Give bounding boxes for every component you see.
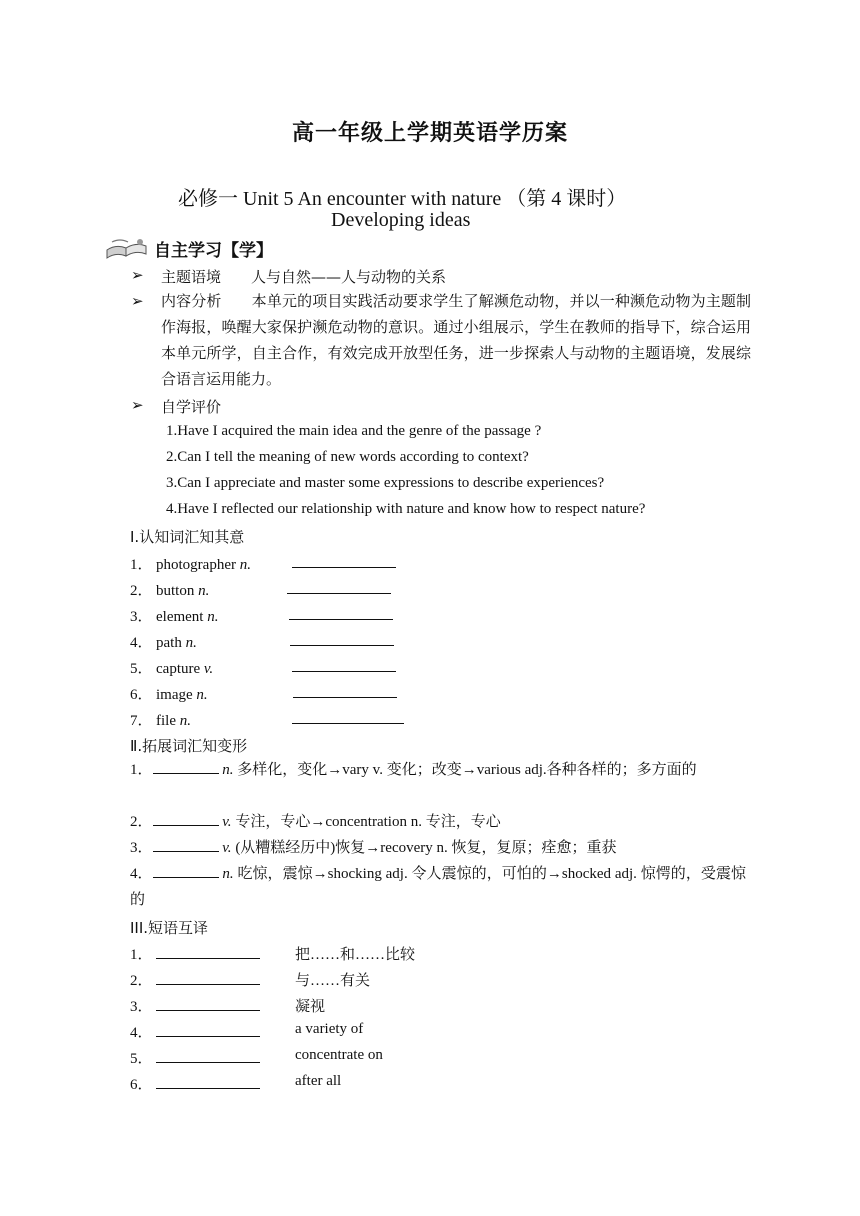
phrase-row: 3．: [130, 995, 260, 1016]
phrase-text: concentrate on: [295, 1047, 383, 1063]
vocab-row: 3． element n.: [130, 609, 219, 625]
vocab-row: 7． file n.: [130, 713, 191, 729]
answer-blank[interactable]: [292, 553, 396, 568]
answer-blank[interactable]: [153, 837, 219, 852]
answer-blank[interactable]: [292, 709, 404, 724]
bullet-arrow-icon: ➢: [131, 398, 144, 414]
phrase-row: 2．: [130, 969, 260, 990]
answer-blank[interactable]: [289, 605, 393, 620]
answer-blank[interactable]: [153, 863, 219, 878]
answer-blank[interactable]: [156, 944, 260, 959]
self-eval-item: 2.Can I tell the meaning of new words according to context?: [166, 449, 529, 465]
bullet-label: 主题语境: [161, 268, 222, 286]
morph-row: 2． v. 专注，专心→concentration n. 专注，专心: [130, 809, 746, 835]
bullet-self-eval: [161, 396, 751, 417]
answer-blank[interactable]: [156, 996, 260, 1011]
bullet-arrow-icon: ➢: [131, 294, 144, 310]
phrase-text: 把……和……比较: [295, 947, 416, 963]
phrase-row: 4．: [130, 1021, 260, 1042]
lesson-subtitle: 必修一 Unit 5 An encounter with nature （第 4 课时）: [178, 188, 627, 210]
answer-blank[interactable]: [293, 683, 397, 698]
part2-heading: Ⅱ.拓展词汇知变形: [130, 737, 248, 755]
bullet-text: 人与自然——人与动物的关系: [251, 268, 447, 286]
morph-row: 1． n. 多样化，变化→vary v. 变化；改变→various adj.各种各样的；多方面的: [130, 757, 746, 783]
vocab-row: 5． capture v.: [130, 661, 214, 677]
phrase-row: 1．: [130, 943, 260, 964]
bullet-arrow-icon: ➢: [131, 268, 144, 284]
phrase-text: 与……有关: [295, 973, 371, 989]
answer-blank[interactable]: [156, 1074, 260, 1089]
answer-blank[interactable]: [287, 579, 391, 594]
page-title: 高一年级上学期英语学历案: [291, 121, 568, 146]
answer-blank[interactable]: [290, 631, 394, 646]
vocab-row: 6． image n.: [130, 687, 208, 703]
vocab-row: 2． button n.: [130, 583, 210, 599]
phrase-row: 6．: [130, 1073, 260, 1094]
self-eval-item: 4.Have I reflected our relationship with nature and know how to respect nature?: [166, 501, 646, 517]
bullet-text: 本单元的项目实践活动要求学生了解濒危动物，并以一种濒危动物为主题制作海报，唤醒大家保护濒危动物的意识。通过小组展示，学生在教师的指导下，综合运用本单元所学，自主合作，有效完成开放型任务，进一步探索人与动物的主题语境，发展综合语言运用能力。: [161, 292, 751, 388]
answer-blank[interactable]: [156, 970, 260, 985]
bullet-label: 内容分析: [161, 292, 222, 310]
book-icon: [104, 236, 150, 260]
answer-blank[interactable]: [156, 1022, 260, 1037]
vocab-row: 1． photographer n.: [130, 557, 251, 573]
part3-heading: III.短语互译: [130, 919, 209, 937]
section-label: 自主学习【学】: [154, 240, 273, 261]
section-heading: [104, 235, 273, 261]
lesson-topic: Developing ideas: [331, 209, 471, 231]
answer-blank[interactable]: [153, 811, 219, 826]
self-eval-item: 1.Have I acquired the main idea and the genre of the passage ?: [166, 423, 542, 439]
answer-blank[interactable]: [156, 1048, 260, 1063]
answer-blank[interactable]: [153, 759, 219, 774]
bullet-label: 自学评价: [161, 398, 222, 416]
self-eval-item: 3.Can I appreciate and master some expressions to describe experiences?: [166, 475, 605, 491]
morph-row: 4． n. 吃惊，震惊→shocking adj. 令人震惊的，可怕的→shocked adj. 惊愕的，受震惊的: [130, 861, 746, 913]
phrase-text: after all: [295, 1073, 342, 1089]
phrase-row: 5．: [130, 1047, 260, 1068]
bullet-theme: [161, 266, 751, 287]
answer-blank[interactable]: [292, 657, 396, 672]
morph-row: 3． v. (从糟糕经历中)恢复→recovery n. 恢复，复原；痊愈；重获: [130, 835, 746, 861]
vocab-row: 4． path n.: [130, 635, 197, 651]
phrase-text: 凝视: [295, 999, 326, 1015]
phrase-text: a variety of: [295, 1021, 364, 1037]
bullet-analysis: [161, 288, 751, 392]
part1-heading: Ⅰ.认知词汇知其意: [130, 528, 245, 546]
